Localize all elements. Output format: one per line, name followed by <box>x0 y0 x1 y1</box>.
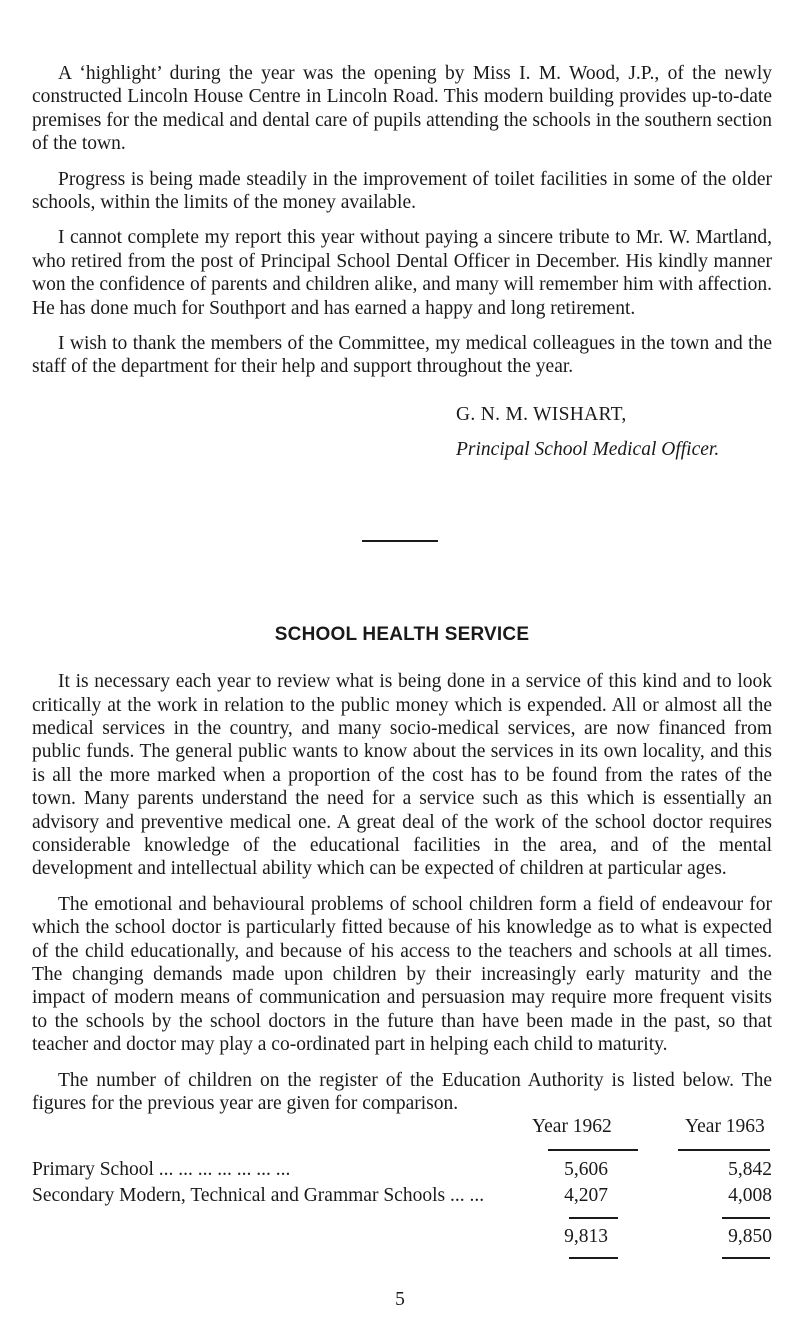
paragraph-thanks: I wish to thank the members of the Committee, my medical colleagues in the town and the staff of the department for their help and support throughout the year. <box>32 333 772 378</box>
section-heading: SCHOOL HEALTH SERVICE <box>274 623 530 645</box>
primary-1962-value: 5,606 <box>564 1159 608 1181</box>
total-underline-1962 <box>569 1257 618 1259</box>
paragraph-toilet-facilities: Progress is being made steadily in the improvement of toilet facilities in some of the older schools, within the limits of the money available. <box>32 168 772 214</box>
row-label: Secondary Modern, Technical and Grammar Schools ... ... <box>32 1185 485 1207</box>
total-rule-1962 <box>569 1217 618 1219</box>
signature-block <box>456 403 772 462</box>
paragraph-emotional: The emotional and behavioural problems of school children form a field of endeavour for which the school doctor is particularly fitted because of his knowledge as to what is expected of the child educationally, and because of his access to the teachers and schools at all times. The changing demands made upon children by their increasingly early maturity and the impact of modern means of communication and persuasion may require more frequent visits to the schools by the school doctors in the future than have been made in the past, so that teacher and doctor may play a co-ordinated part in helping each child to maturity. <box>32 893 772 1056</box>
paragraph-review: It is necessary each year to review what is being done in a service of this kind and to look critically at the work in relation to the public money which is expended. All or almost all the medical services in the country, and many socio-medical services, are now financed from public funds. The general public wants to know about the services in its own locality, and this is all the more marked when a proportion of the cost has to be found from the rates of the town. Many parents understand the need for a service such as this which is essentially an advisory and preventive medical one. A great deal of the work of the school doctor requires considerable knowledge of the educational facilities in the area, and of the mental development and intellectual ability which can be expected of children at particular ages. <box>32 671 772 880</box>
total-rule-1963 <box>722 1217 770 1219</box>
secondary-1963-value: 4,008 <box>728 1185 772 1207</box>
secondary-1962-value: 4,207 <box>564 1185 608 1207</box>
column-header-1962: Year 1962 <box>532 1116 612 1138</box>
primary-1963-value: 5,842 <box>728 1159 772 1181</box>
paragraph-register: The number of children on the register of the Education Authority is listed below. The figures for the previous year are given for comparison. <box>32 1069 772 1114</box>
signature-title: Principal School Medical Officer. <box>456 439 720 461</box>
paragraph-tribute: I cannot complete my report this year without paying a sincere tribute to Mr. W. Martland, who retired from the post of Principal School Dental Officer in December. His kindly manner won the confidence of parents and children alike, and many will remember him with affection. He has done much for Southport and has earned a happy and long retirement. <box>32 227 772 319</box>
paragraph-highlight: A ‘highlight’ during the year was the opening by Miss I. M. Wood, J.P., of the newly constructed Lincoln House Centre in Lincoln Road. This modern building provides up-to-date premises for the medical and dental care of pupils attending the schools in the southern section of the town. <box>32 63 772 155</box>
table-row-primary <box>32 1158 290 1181</box>
total-1962-value: 9,813 <box>564 1226 608 1248</box>
total-underline-1963 <box>722 1257 770 1259</box>
page-number: 5 <box>395 1289 405 1310</box>
total-1963-value: 9,850 <box>728 1226 772 1248</box>
pupils-table <box>32 1115 772 1315</box>
header-rule-1962 <box>548 1149 638 1151</box>
signature-name: G. N. M. WISHART, <box>456 403 627 425</box>
column-header-1963: Year 1963 <box>685 1116 765 1138</box>
header-rule-1963 <box>678 1149 770 1151</box>
section-divider <box>362 540 438 542</box>
table-row-secondary <box>32 1184 484 1207</box>
row-label: Primary School ... ... ... ... ... ... ... <box>32 1159 291 1181</box>
document-page <box>32 62 772 1315</box>
